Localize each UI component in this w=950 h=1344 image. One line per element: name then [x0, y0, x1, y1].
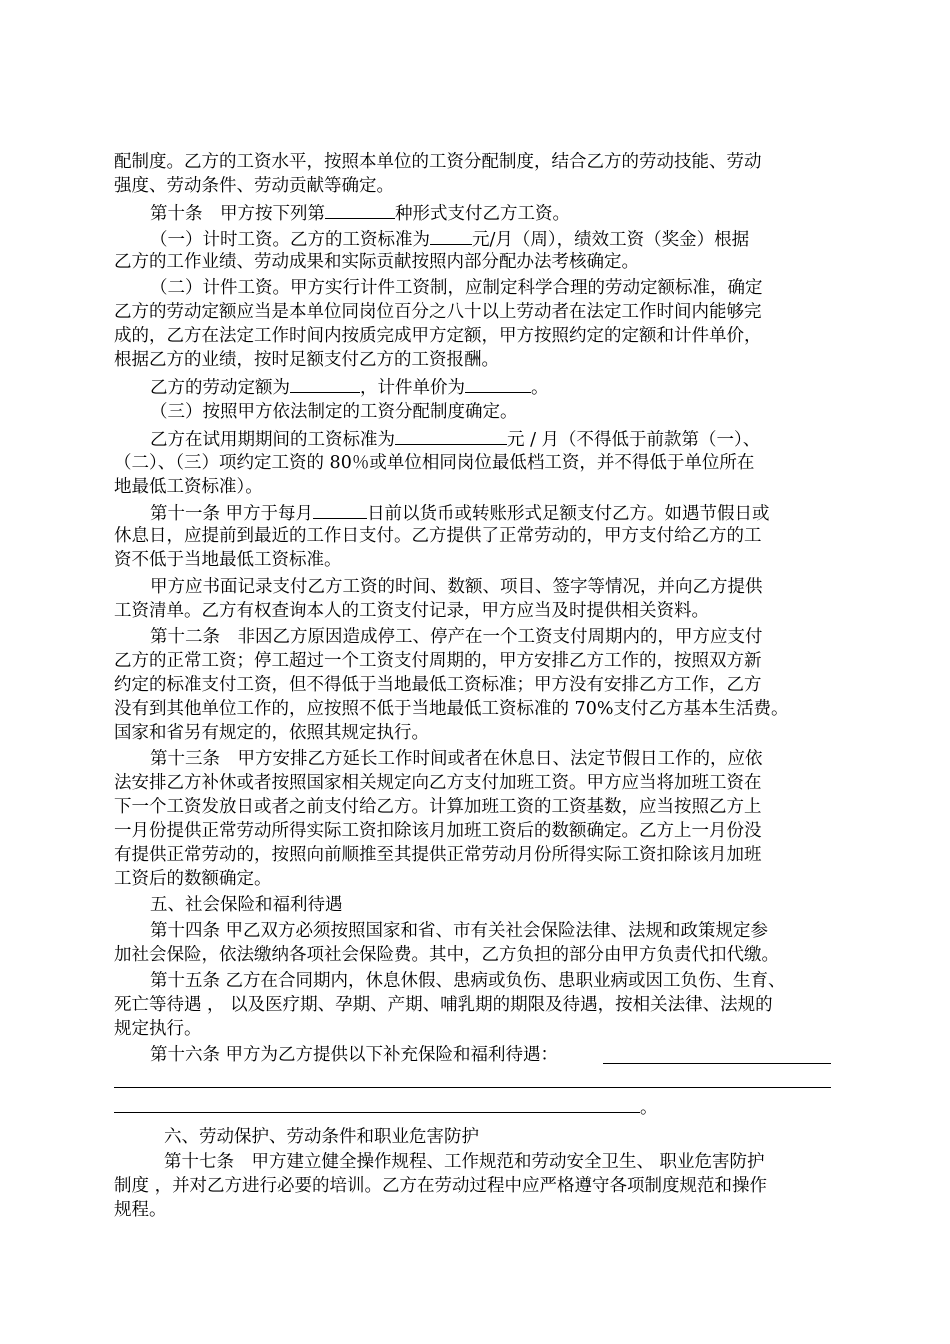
text-line: 工资清单。乙方有权查询本人的工资支付记录，甲方应当及时提供相关资料。	[114, 601, 709, 621]
blank-field[interactable]	[430, 226, 472, 245]
text-line: 没有到其他单位工作的，应按照不低于当地最低工资标准的 70%支付乙方基本生活费。	[114, 699, 789, 719]
section-heading: 五、社会保险和福利待遇	[150, 895, 343, 915]
text-line: 。	[640, 1098, 658, 1118]
blank-field[interactable]	[313, 500, 367, 519]
text-line: 地最低工资标准）。	[114, 477, 263, 497]
text-line: （三）按照甲方依法制定的工资分配制度确定。	[150, 402, 518, 422]
text-line: 乙方在试用期期间的工资标准为 元 / 月（不得低于前款第（一）、	[150, 426, 760, 452]
text-line: 强度、劳动条件、劳动贡献等确定。	[114, 176, 394, 196]
text-line: 下一个工资发放日或者之前支付给乙方。计算加班工资的工资基数，应当按照乙方上	[114, 797, 762, 817]
text-line: 第十条 甲方按下列第 种形式支付乙方工资。	[150, 200, 570, 226]
text-line: 工资后的数额确定。	[114, 869, 272, 889]
blank-field[interactable]	[465, 374, 531, 393]
text-line: 第十四条 甲乙双方必须按照国家和省、市有关社会保险法律、法规和政策规定参	[150, 921, 769, 941]
text-line: 法安排乙方补休或者按照国家相关规定向乙方支付加班工资。甲方应当将加班工资在	[114, 773, 762, 793]
text-line: 甲方应书面记录支付乙方工资的时间、数额、项目、签字等情况，并向乙方提供	[150, 577, 763, 597]
text-line: 根据乙方的业绩，按时足额支付乙方的工资报酬。	[114, 350, 499, 370]
text-line: 死亡等待遇 ， 以及医疗期、孕期、产期、哺乳期的期限及待遇，按相关法律、法规的	[114, 995, 773, 1015]
text-line: 资不低于当地最低工资标准。	[114, 550, 342, 570]
text-line: （二）、（三）项约定工资的 80％或单位相同岗位最低档工资，并不得低于单位所在	[114, 453, 755, 473]
text-line: 乙方的正常工资；停工超过一个工资支付周期的，甲方安排乙方工作的，按照双方新	[114, 651, 762, 671]
text-line: 配制度。乙方的工资水平，按照本单位的工资分配制度，结合乙方的劳动技能、劳动	[114, 152, 762, 172]
text-line: （一）计时工资。乙方的工资标准为 元/月（周），绩效工资（奖金）根据	[150, 226, 749, 252]
text-line: 约定的标准支付工资，但不得低于当地最低工资标准；甲方没有安排乙方工作，乙方	[114, 675, 762, 695]
text-line: 成的，乙方在法定工作时间内按质完成甲方定额，甲方按照约定的定额和计件单价，	[114, 326, 762, 346]
blank-field[interactable]	[114, 1112, 640, 1113]
blank-field[interactable]	[395, 426, 507, 445]
text-line: 第十二条 非因乙方原因造成停工、停产在一个工资支付周期内的，甲方应支付	[150, 627, 763, 647]
text-line: 有提供正常劳动的，按照向前顺推至其提供正常劳动月份所得实际工资扣除该月加班	[114, 845, 762, 865]
text-line: 一月份提供正常劳动所得实际工资扣除该月加班工资后的数额确定。乙方上一月份没	[114, 821, 762, 841]
text-line: 规定执行。	[114, 1019, 202, 1039]
text-line: 第十三条 甲方安排乙方延长工作时间或者在休息日、法定节假日工作的，应依	[150, 749, 763, 769]
blank-field[interactable]	[603, 1063, 831, 1064]
text-line: 第十五条 乙方在合同期内，休息休假、患病或负伤、患职业病或因工负伤、生育、	[150, 971, 786, 991]
text-line: 规程。	[114, 1200, 167, 1220]
text-line: 乙方的工作业绩、劳动成果和实际贡献按照内部分配办法考核确定。	[114, 252, 639, 272]
blank-field[interactable]	[325, 200, 395, 219]
text-line: 制度 ，并对乙方进行必要的培训。乙方在劳动过程中应严格遵守各项制度规范和操作	[114, 1176, 768, 1196]
section-heading: 六、劳动保护、劳动条件和职业危害防护	[164, 1127, 479, 1147]
text-line: 休息日，应提前到最近的工作日支付。乙方提供了正常劳动的，甲方支付给乙方的工	[114, 526, 762, 546]
text-line: 第十七条 甲方建立健全操作规程、工作规范和劳动安全卫生、 职业危害防护	[164, 1152, 765, 1172]
text-line: 第十一条 甲方于每月 日前以货币或转账形式足额支付乙方。如遇节假日或	[150, 500, 770, 526]
text-line: 加社会保险，依法缴纳各项社会保险费。其中，乙方负担的部分由甲方负责代扣代缴。	[114, 945, 779, 965]
text-line: 乙方的劳动定额应当是本单位同岗位百分之八十以上劳动者在法定工作时间内能够完	[114, 302, 762, 322]
blank-field[interactable]	[290, 374, 360, 393]
blank-field[interactable]	[114, 1087, 831, 1088]
text-line: 国家和省另有规定的，依照其规定执行。	[114, 723, 429, 743]
text-line: 第十六条 甲方为乙方提供以下补充保险和福利待遇：	[150, 1045, 559, 1065]
text-line: （二）计件工资。甲方实行计件工资制，应制定科学合理的劳动定额标准，确定	[150, 278, 763, 298]
text-line: 乙方的劳动定额为 ，计件单价为 。	[150, 374, 549, 400]
